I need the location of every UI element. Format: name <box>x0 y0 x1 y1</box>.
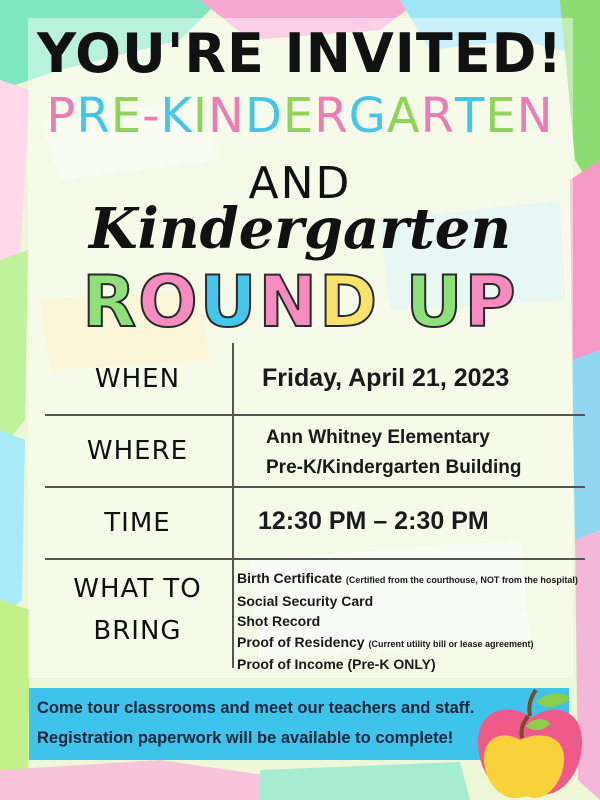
apple-icon <box>470 680 600 800</box>
heading-letter: R <box>76 88 111 144</box>
grid-divider-2 <box>45 486 585 488</box>
bring-item: Birth Certificate (Certified from the courthouse, NOT from the hospital) <box>237 570 578 586</box>
bring-item: Shot Record <box>237 613 321 629</box>
heading-letter: N <box>516 88 554 144</box>
bring-label-1: WHAT TO <box>73 574 202 604</box>
heading-letter: E <box>282 88 315 144</box>
heading-letter: E <box>110 88 143 144</box>
where-label: WHERE <box>86 436 189 466</box>
where-line-1: Ann Whitney Elementary <box>266 427 490 448</box>
where-line-2: Pre-K/Kindergarten Building <box>266 457 522 478</box>
heading-letter: R <box>314 88 349 144</box>
kindergarten-heading: Kindergarten <box>88 196 512 262</box>
bring-item: Social Security Card <box>237 592 374 609</box>
heading-letter: G <box>348 88 387 144</box>
heading-letter: U <box>199 261 259 343</box>
bring-item: Proof of Income (Pre-K ONLY) <box>237 656 436 672</box>
heading-letter: T <box>455 88 486 144</box>
heading-letter <box>379 261 405 343</box>
time-label: TIME <box>104 508 171 538</box>
heading-letter: R <box>420 88 455 144</box>
bring-list <box>237 568 578 675</box>
heading-letter: N <box>258 261 320 343</box>
bring-label-2: BRING <box>93 616 182 646</box>
time-value: 12:30 PM – 2:30 PM <box>258 507 489 535</box>
heading-letter: I <box>192 88 209 144</box>
heading-letter: O <box>138 261 200 343</box>
heading-letter: K <box>160 88 193 144</box>
banner-line-2: Registration paperwork will be available to complete! <box>37 729 454 747</box>
when-label: WHEN <box>94 364 181 394</box>
heading-letter: D <box>319 261 380 343</box>
pre-kindergarten-heading <box>0 86 600 146</box>
invite-heading: YOU'RE INVITED! <box>36 22 564 85</box>
grid-divider-3 <box>45 558 585 560</box>
and-heading: AND <box>248 158 352 209</box>
heading-letter: - <box>142 88 161 144</box>
bring-item: Proof of Residency (Current utility bill or lease agreement) <box>237 633 534 650</box>
heading-letter: A <box>386 88 421 144</box>
grid-divider-1 <box>45 414 585 416</box>
heading-letter: R <box>82 261 139 343</box>
heading-letter: D <box>244 88 283 144</box>
heading-letter: E <box>485 88 517 144</box>
when-value: Friday, April 21, 2023 <box>262 364 510 392</box>
heading-letter: P <box>46 88 77 144</box>
heading-letter: N <box>208 88 245 144</box>
banner-line-1: Come tour classrooms and meet our teachers and staff. <box>37 699 475 717</box>
round-up-heading <box>0 262 600 342</box>
heading-letter: U <box>405 261 465 343</box>
heading-letter: P <box>464 261 518 343</box>
grid-divider-vertical <box>232 343 234 668</box>
